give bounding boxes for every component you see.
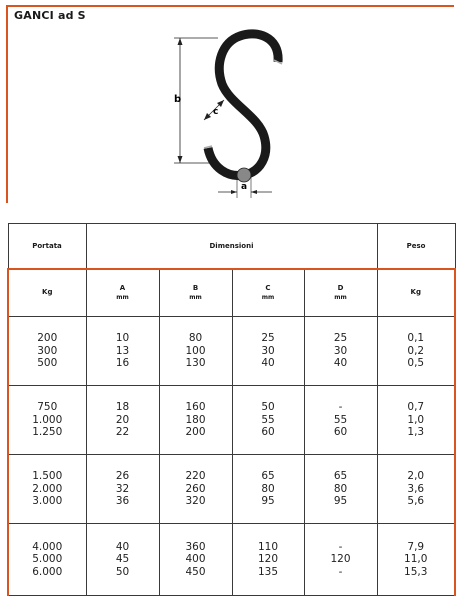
cell-value: -: [338, 565, 343, 578]
table-cell: [86, 386, 159, 455]
header-peso: Peso: [377, 224, 455, 269]
table-cell: [8, 524, 86, 596]
cell-value: 45: [115, 553, 130, 566]
header-dimensioni: Dimensioni: [86, 224, 377, 269]
cell-value: 16: [115, 357, 130, 370]
cell-value: 60: [333, 426, 348, 439]
cell-value: 95: [333, 495, 348, 508]
table-cell: [304, 524, 377, 596]
cell-value: -: [338, 540, 343, 553]
table-cell: [377, 524, 455, 596]
cell-value: 220: [185, 470, 206, 483]
subheader-label: A: [119, 283, 126, 292]
cell-value: 3.000: [32, 495, 63, 508]
cell-value: 2.000: [32, 482, 63, 495]
cell-value: 22: [115, 426, 130, 439]
cell-value: 0,5: [407, 357, 425, 370]
cell-value: 40: [261, 357, 275, 370]
label-b: b: [174, 94, 182, 105]
cell-value: 180: [185, 413, 206, 426]
table-cell: [86, 317, 159, 386]
cell-value: 4.000: [32, 540, 63, 553]
cell-value: 110: [257, 540, 279, 553]
cell-value: 0,7: [407, 401, 425, 414]
subheader-unit: mm: [261, 293, 275, 301]
cell-value: 0,2: [407, 344, 425, 357]
table-cell: [159, 386, 232, 455]
cell-value: 1,3: [407, 426, 425, 439]
cell-value: 55: [261, 413, 275, 426]
subheader-label: C: [265, 283, 271, 292]
cell-value: 10: [115, 332, 130, 345]
cell-value: 32: [115, 482, 130, 495]
specs-table: [7, 223, 456, 596]
cell-value: 36: [115, 495, 130, 508]
table-cell: [304, 455, 377, 524]
cell-value: 95: [261, 495, 275, 508]
cell-value: 260: [185, 482, 206, 495]
subheader-cell: [86, 269, 159, 317]
table-cell: [232, 455, 304, 524]
cell-value: 200: [37, 332, 58, 345]
table-cell: [159, 455, 232, 524]
table-subheader-row: [8, 269, 455, 317]
cell-value: 360: [185, 540, 206, 553]
cell-value: 1,0: [407, 413, 425, 426]
cell-value: 40: [115, 540, 130, 553]
table-header-row: [8, 224, 455, 269]
cell-value: 80: [261, 482, 275, 495]
cell-value: 5.000: [32, 553, 63, 566]
cell-value: 450: [185, 565, 206, 578]
cell-value: 1.250: [32, 426, 63, 439]
table-cell: [377, 386, 455, 455]
page-title: GANCI ad S: [14, 9, 86, 22]
cell-value: 65: [333, 470, 348, 483]
cell-value: 13: [115, 344, 130, 357]
cell-value: 26: [115, 470, 130, 483]
cell-value: 6.000: [32, 565, 63, 578]
cell-value: 18: [115, 401, 130, 414]
cell-value: 7,9: [407, 540, 425, 553]
table-cell: [232, 386, 304, 455]
table-row-group: [8, 317, 455, 386]
cell-value: 1.500: [32, 470, 63, 483]
cell-value: 200: [185, 426, 206, 439]
table-cell: [232, 524, 304, 596]
cell-value: -: [338, 401, 343, 414]
cell-value: 0,1: [407, 332, 425, 345]
cell-value: 15,3: [404, 565, 428, 578]
table-cell: [8, 317, 86, 386]
cell-value: 65: [261, 470, 275, 483]
cell-value: 750: [37, 401, 58, 414]
cell-value: 80: [333, 482, 348, 495]
subheader-unit: mm: [116, 293, 129, 301]
cell-value: 30: [333, 344, 348, 357]
cell-value: 40: [333, 357, 348, 370]
cell-value: 11,0: [404, 553, 428, 566]
subheader-label: Kg: [42, 288, 53, 297]
subheader-label: Kg: [410, 288, 421, 297]
label-a: a: [241, 182, 248, 192]
cell-value: 130: [185, 357, 206, 370]
table-cell: [86, 455, 159, 524]
cell-value: 135: [257, 565, 279, 578]
table-cell: [8, 455, 86, 524]
cell-value: 80: [188, 332, 203, 345]
subheader-unit: mm: [334, 293, 347, 301]
subheader-label: D: [337, 283, 344, 292]
cell-value: 25: [333, 332, 348, 345]
table-cell: [8, 386, 86, 455]
table-cell: [377, 317, 455, 386]
cell-value: 120: [257, 553, 279, 566]
cell-value: 25: [261, 332, 275, 345]
cell-value: 400: [185, 553, 206, 566]
subheader-cell: [159, 269, 232, 317]
cell-value: 120: [330, 553, 351, 566]
subheader-label: B: [192, 283, 199, 292]
subheader-cell: [304, 269, 377, 317]
cell-value: 50: [115, 565, 130, 578]
table-cell: [86, 524, 159, 596]
subheader-cell: [377, 269, 455, 317]
cell-value: 300: [37, 344, 58, 357]
table-cell: [377, 455, 455, 524]
cell-value: 30: [261, 344, 275, 357]
s-hook-diagram: [160, 20, 310, 200]
cell-value: 1.000: [32, 413, 63, 426]
table-cell: [159, 524, 232, 596]
cell-value: 100: [185, 344, 206, 357]
cell-value: 60: [261, 426, 275, 439]
wire-section: [237, 168, 251, 182]
cell-value: 320: [185, 495, 206, 508]
cell-value: 3,6: [407, 482, 425, 495]
subheader-cell: [232, 269, 304, 317]
cell-value: 5,6: [407, 495, 425, 508]
subheader-cell: [8, 269, 86, 317]
cell-value: 20: [115, 413, 130, 426]
header-portata: Portata: [8, 224, 86, 269]
table-cell: [159, 317, 232, 386]
table-row-group: [8, 386, 455, 455]
cell-value: 55: [333, 413, 348, 426]
table-cell: [304, 317, 377, 386]
table-row-group: [8, 524, 455, 596]
cell-value: 160: [185, 401, 206, 414]
s-hook-shape: [208, 34, 278, 176]
table-cell: [232, 317, 304, 386]
cell-value: 50: [261, 401, 275, 414]
cell-value: 2,0: [407, 470, 425, 483]
cell-value: 500: [37, 357, 58, 370]
label-c: c: [213, 107, 219, 117]
table-row-group: [8, 455, 455, 524]
table-cell: [304, 386, 377, 455]
subheader-unit: mm: [189, 293, 202, 301]
